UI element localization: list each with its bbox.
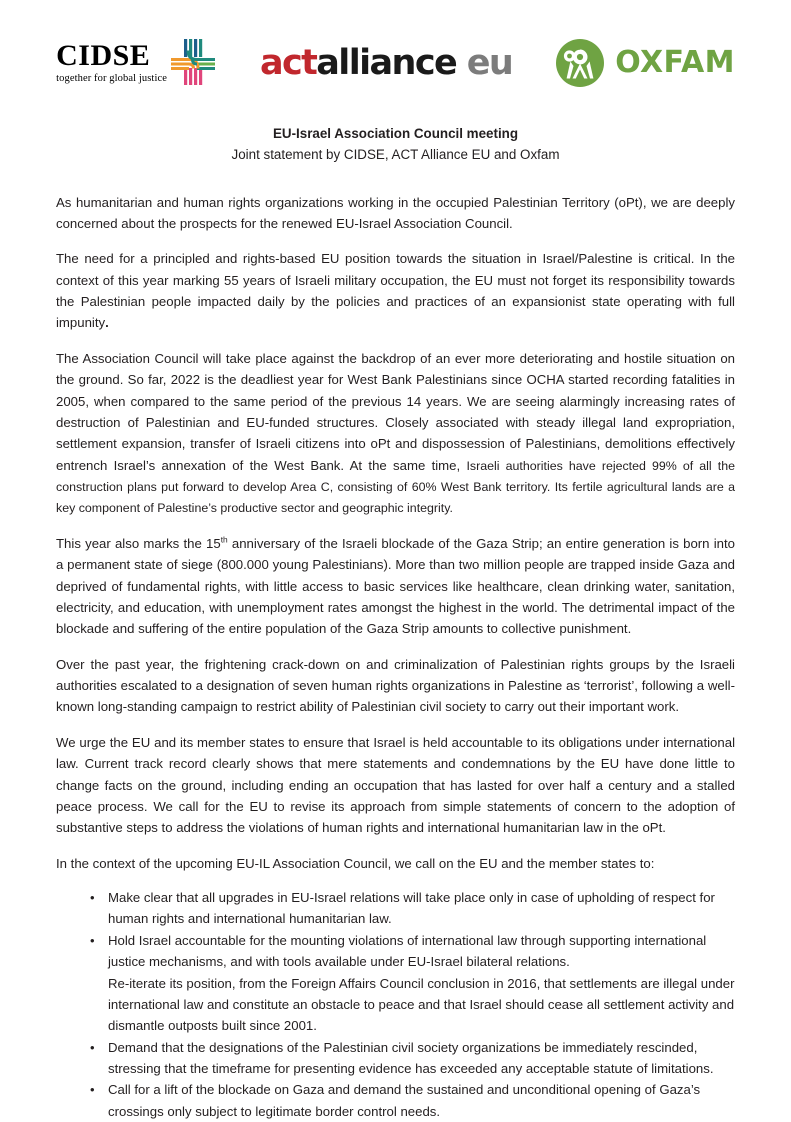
oxfam-wordmark: OXFAM — [615, 45, 735, 80]
list-item — [108, 887, 735, 930]
paragraph-association-council — [56, 348, 735, 519]
paragraph-gaza-lead: This year also marks the 15 — [56, 535, 221, 551]
list-item-text: Call for a lift of the blockade on Gaza and demand the sustained and unconditional opening of Gaza’s crossings only subject to legitimate border control needs. — [108, 1082, 701, 1119]
cidse-logo — [56, 38, 216, 88]
paragraph-gaza-ordinal-suffix: th — [220, 534, 228, 545]
paragraph-gaza-rest: anniversary of the Israeli blockade of the Gaza Strip; an entire generation is born into a permanent state of siege (800.000 young Palestinians). More than two million people are trapped inside Gaza and deprived of fundamental rights, with little access to basic services like healthcare, clean drinking water, sanitation, electricity, and education, with unemployment rates amongst the highest in the world. The detrimental impact of the blockade and suffering of the entire population of the Gaza Strip amounts to collective punishment. — [56, 535, 735, 637]
list-item-text: Hold Israel accountable for the mounting violations of international law through supporting international justice mechanisms, and with tools available under EU-Israel bilateral relations. — [108, 932, 707, 970]
paragraph-association-council-text: The Association Council will take place against the backdrop of an ever more deteriorating and hostile situation on the ground. So far, 2022 is the deadliest year for West Bank Palestinians since OCHA started recording fatalities in 2005, when compared to the same period of the previous 14 years. We are seeing alarmingly increasing rates of destruction of Palestinian and EU-funded structures. Closely associated with steady illegal land expropriation, settlement expansion, transfer of Israeli citizens into oPt and dispossession of Palestinians, demolitions effectively entrench Israel’s annexation of the West Bank. At the same time, — [56, 350, 735, 473]
document-title-block — [56, 124, 735, 166]
paragraph-principled-position — [56, 248, 735, 334]
paragraph-calls-intro: In the context of the upcoming EU-IL Association Council, we call on the EU and the member states to: — [56, 855, 655, 871]
cidse-weave-icon — [170, 38, 216, 86]
list-item-continuation: Re-iterate its position, from the Foreign Affairs Council conclusion in 2016, that settlements are illegal under international law and constitute an obstacle to peace and that Israel should cease all settlement activity and dismantle outposts built since 2001. — [108, 975, 735, 1034]
document-body — [56, 192, 735, 1122]
page-subtitle: Joint statement by CIDSE, ACT Alliance EU and Oxfam — [231, 146, 560, 162]
oxfam-person-icon — [556, 39, 604, 87]
act-alliance-eu-logo — [259, 42, 513, 83]
list-item — [108, 930, 735, 1037]
cidse-wordmark — [56, 41, 167, 85]
demands-list — [56, 887, 735, 1122]
cidse-name: CIDSE — [56, 39, 151, 73]
act-alliance-alliance-text: alliance — [316, 42, 457, 83]
paragraph-area-c-text: Israeli authorities have rejected 99% of all the construction plans put forward to develop Area C, consisting of 60% West Bank territory. Its fertile agricultural lands are a key component of Palestine’s productive sector and geographic integrity. — [56, 458, 735, 516]
paragraph-gaza-blockade — [56, 533, 735, 640]
act-alliance-act-text: act — [259, 42, 317, 83]
paragraph-principled-position-text: The need for a principled and rights-based EU position towards the situation in Israel/Palestine is critical. In the context of this year marking 55 years of Israeli military occupation, the EU must not forget its responsibility towards the Palestinian people impacted daily by the policies and practices of an expansionist state operating with full impunity — [56, 251, 735, 331]
paragraph-principled-period: . — [105, 315, 109, 331]
oxfam-logo — [556, 39, 735, 87]
paragraph-intro: As humanitarian and human rights organizations working in the occupied Palestinian Territory (oPt), we are deeply concerned about the prospects for the renewed EU-Israel Association Council. — [56, 194, 735, 231]
list-item-text: Demand that the designations of the Palestinian civil society organizations be immediately rescinded, stressing that the timeframe for presenting evidence has exceeded any acceptable statute of limitations. — [108, 1039, 714, 1077]
page-title: EU-Israel Association Council meeting — [272, 126, 519, 141]
act-alliance-space — [456, 43, 467, 83]
paragraph-we-urge-eu: We urge the EU and its member states to ensure that Israel is held accountable to its obligations under international law. Current track record clearly shows that mere statements and condemnations by the EU have done little to change facts on the ground, including ending an occupation that has lasted for over half a century and a stalled peace process. We call for the EU to revise its approach from simple statements of concern to the adoption of substantive steps to address the violations of human rights and international humanitarian law in the oPt. — [56, 734, 735, 836]
cidse-tagline: together for global justice — [56, 73, 167, 85]
paragraph-crackdown: Over the past year, the frightening crack-down on and criminalization of Palestinian rights groups by the Israeli authorities escalated to a designation of seven human rights organizations in Palestine as ‘terrorist’, following a well-known long-standing campaign to restrict ability of Palestinian civil society to carry out their important work. — [56, 656, 735, 715]
act-alliance-eu-text: eu — [466, 42, 513, 83]
list-item-text: Make clear that all upgrades in EU-Israel relations will take place only in case of upholding of respect for human rights and international humanitarian law. — [108, 890, 715, 927]
list-item — [108, 1079, 735, 1122]
logo-bar — [56, 0, 735, 118]
list-item — [108, 1037, 735, 1080]
